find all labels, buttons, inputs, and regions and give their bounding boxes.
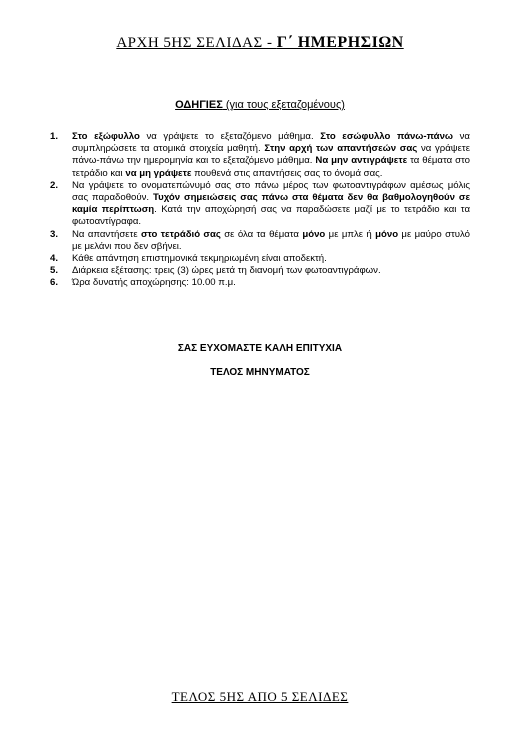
instruction-item — [50, 265, 470, 277]
instruction-text: με μπλε ή — [325, 228, 376, 240]
instruction-text: να γράψετε πάνω-πάνω την ημερομηνία και το εξεταζόμενο μάθημα. — [72, 143, 470, 167]
instruction-text: στο τετράδιό σας — [140, 228, 221, 240]
instruction-text: να μη γράψετε — [125, 167, 192, 179]
instructions-heading: ΟΔΗΓΙΕΣ — [175, 99, 223, 111]
instruction-text: Διάρκεια εξέτασης: τρεις (3) ώρες μετά τη διανομή των φωτοαντιγράφων. — [72, 265, 381, 277]
instruction-number: 6. — [50, 277, 59, 289]
instruction-item — [50, 180, 470, 229]
instruction-text: Να γράψετε το ονοματεπώνυμό σας στο πάνω μέρος των φωτοαντιγράφων αμέσως μόλις σας παραδοθούν. — [72, 179, 470, 204]
instruction-number: 1. — [50, 131, 59, 142]
instruction-text: Ώρα δυνατής αποχώρησης: 10.00 π.μ. — [72, 277, 236, 289]
instructions-title — [0, 99, 520, 111]
instructions-subheading: (για τους εξεταζομένους) — [222, 99, 345, 111]
instruction-text: τα θέματα στο τετράδιο και — [72, 155, 471, 179]
instruction-text: σε όλα τα θέματα — [220, 228, 303, 240]
instruction-text: μόνο — [375, 228, 399, 240]
instruction-text: Τυχόν σημειώσεις σας πάνω στα θέματα δεν θα βαθμολογηθούν σε καμία περίπτωση — [72, 192, 471, 216]
header-page-label: ΑΡΧΗ 5ΗΣ ΣΕΛΙΔΑΣ - — [116, 35, 277, 51]
good-luck-message: ΣΑΣ ΕΥΧΟΜΑΣΤΕ ΚΑΛΗ ΕΠΙΤΥΧΙΑ — [177, 343, 343, 354]
instruction-text: Στο εσώφυλλο πάνω-πάνω — [320, 131, 454, 142]
page-header — [0, 34, 520, 52]
instruction-text: πουθενά στις απαντήσεις σας το όνομά σας. — [191, 167, 383, 179]
instruction-text: . Κατά την αποχώρησή σας να παραδώσετε μαζί με το τετράδιο και τα φωτοαντίγραφα. — [72, 204, 470, 228]
instruction-item — [50, 131, 470, 180]
instruction-text: Στο εξώφυλλο — [72, 131, 140, 142]
header-class-label: Γ΄ ΗΜΕΡΗΣΙΩΝ — [276, 34, 404, 51]
page-footer: ΤΕΛΟΣ 5ΗΣ ΑΠΟ 5 ΣΕΛΙΔΕΣ — [171, 689, 349, 704]
instructions-list — [50, 131, 470, 290]
instruction-text: Να μην αντιγράψετε — [315, 155, 408, 167]
instruction-text: να συμπληρώσετε τα ατομικά στοιχεία μαθητή. — [72, 131, 470, 155]
instruction-text: με μαύρο στυλό με μελάνι που δεν σβήνει. — [72, 228, 471, 252]
instruction-item — [50, 253, 470, 265]
instruction-number: 3. — [50, 228, 59, 240]
instruction-number: 2. — [50, 179, 59, 191]
instruction-text: Κάθε απάντηση επιστημονικά τεκμηριωμένη είναι αποδεκτή. — [72, 253, 327, 265]
end-of-message: ΤΕΛΟΣ ΜΗΝΥΜΑΤΟΣ — [210, 367, 310, 378]
instruction-item — [50, 229, 470, 253]
instruction-item — [50, 277, 470, 289]
instruction-text: μόνο — [302, 228, 326, 240]
instruction-number: 4. — [50, 253, 59, 265]
instruction-number: 5. — [50, 265, 59, 277]
instruction-text: να γράψετε το εξεταζόμενο μάθημα. — [139, 131, 321, 142]
instruction-text: Να απαντήσετε — [72, 228, 141, 240]
instruction-text: Στην αρχή των απαντήσεών σας — [264, 143, 418, 155]
